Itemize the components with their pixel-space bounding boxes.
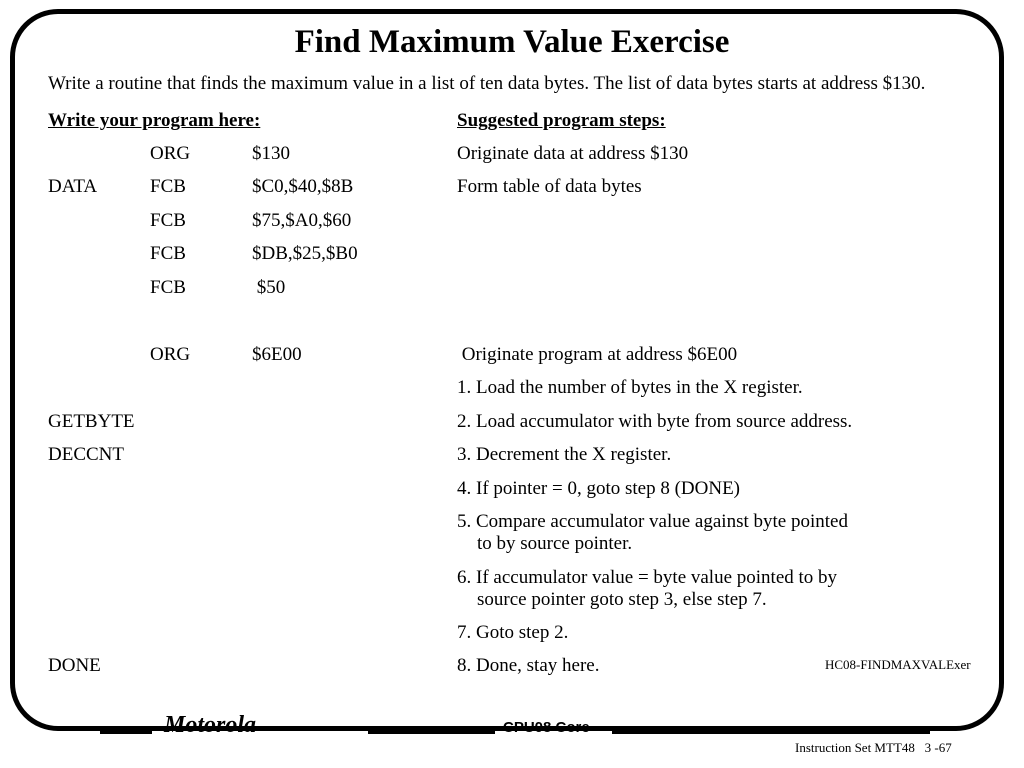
program-label: DONE (48, 655, 101, 676)
footer-rule (368, 728, 495, 734)
step-text: to by source pointer. (477, 533, 633, 554)
program-header: Write your program here: (48, 110, 261, 131)
program-operand: $75,$A0,$60 (252, 210, 352, 231)
program-operand: $C0,$40,$8B (252, 176, 354, 197)
step-text: 5. Compare accumulator value against byte pointed (457, 511, 848, 532)
program-operand: $6E00 (252, 344, 302, 365)
page-number: Instruction Set MTT48 3 -67 (795, 740, 952, 755)
program-op: FCB (150, 176, 186, 197)
program-op: ORG (150, 143, 191, 164)
program-op: FCB (150, 243, 186, 264)
step-text: 3. Decrement the X register. (457, 444, 672, 465)
footer-rule (612, 728, 930, 734)
step-text: 4. If pointer = 0, goto step 8 (DONE) (457, 478, 740, 499)
intro-text: Write a routine that finds the maximum value in a list of ten data bytes. The list of data bytes starts at address $130. (48, 73, 926, 94)
brand-logo: Motorola (164, 712, 257, 738)
step-text: 6. If accumulator value = byte value pointed to by (457, 567, 838, 588)
program-op: FCB (150, 277, 186, 298)
program-op: ORG (150, 344, 191, 365)
program-operand: $50 (252, 277, 286, 298)
program-op: FCB (150, 210, 186, 231)
program-label: DATA (48, 176, 98, 197)
core-label: CPU08 Core (503, 719, 590, 736)
program-operand: $130 (252, 143, 290, 164)
step-text: 7. Goto step 2. (457, 622, 569, 643)
program-label: DECCNT (48, 444, 124, 465)
program-label: GETBYTE (48, 411, 135, 432)
reference-code: HC08-FINDMAXVALExer (825, 657, 971, 672)
step-text: source pointer goto step 3, else step 7. (477, 589, 767, 610)
step-text: Originate data at address $130 (457, 143, 689, 164)
step-text: 1. Load the number of bytes in the X register. (457, 377, 803, 398)
program-operand: $DB,$25,$B0 (252, 243, 358, 264)
footer-rule (100, 728, 152, 734)
step-text: 8. Done, stay here. (457, 655, 600, 676)
step-text: 2. Load accumulator with byte from source address. (457, 411, 853, 432)
step-text: Form table of data bytes (457, 176, 642, 197)
steps-header: Suggested program steps: (457, 110, 666, 131)
step-text: Originate program at address $6E00 (457, 344, 738, 365)
page-title: Find Maximum Value Exercise (294, 24, 730, 60)
